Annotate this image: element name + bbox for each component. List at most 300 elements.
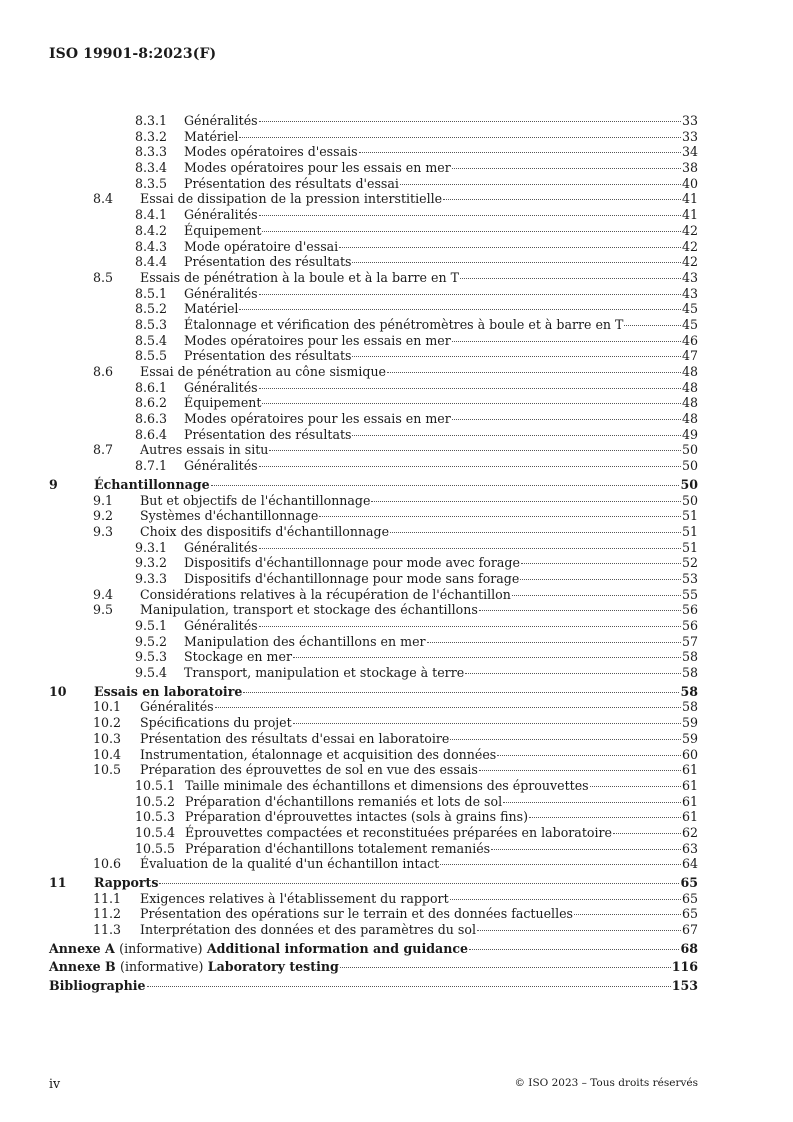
toc-entry-line — [184, 458, 698, 474]
dot-leader — [319, 516, 681, 517]
toc-entry-number: 8.3.2 — [135, 128, 168, 144]
dot-leader — [574, 914, 681, 915]
toc-entry-title: Équipement — [184, 395, 262, 411]
dot-leader — [262, 231, 680, 232]
toc-entry-title: Laboratory testing — [207, 959, 339, 975]
toc-entry-number: 10 — [49, 683, 67, 699]
toc-entry-line — [184, 427, 698, 443]
toc-entry-number: 9.3.1 — [135, 539, 168, 555]
toc-entry-title: Modes opératoires pour les essais en mer — [184, 332, 451, 348]
toc-entry-page: 60 — [681, 746, 698, 762]
toc-entry[interactable] — [49, 762, 698, 778]
dot-leader — [479, 770, 681, 771]
toc-entry-number: 8.4.1 — [135, 207, 168, 223]
toc-entry[interactable] — [49, 508, 698, 524]
dot-leader — [211, 485, 680, 486]
toc-entry-line — [184, 411, 698, 427]
dot-leader — [460, 278, 681, 279]
toc-entry[interactable] — [49, 922, 698, 938]
dot-leader — [293, 657, 681, 658]
dot-leader — [624, 325, 681, 326]
toc-entry[interactable] — [49, 731, 698, 747]
dot-leader — [239, 309, 681, 310]
toc-entry-line — [184, 555, 698, 571]
toc-entry-page: 48 — [681, 379, 698, 395]
toc-entry-title: Essai de pénétration au cône sismique — [140, 364, 387, 379]
toc-entry-page: 59 — [681, 715, 698, 731]
toc-entry-number: 8.5.2 — [135, 301, 168, 317]
dot-leader — [427, 642, 681, 643]
annex-note: (informative) — [120, 959, 204, 975]
toc-entry-line — [184, 176, 698, 192]
toc-entry-page: 53 — [681, 570, 698, 586]
toc-entry[interactable] — [49, 649, 698, 665]
toc-entry-line — [140, 191, 698, 207]
dot-leader — [259, 215, 681, 216]
toc-entry[interactable] — [49, 875, 698, 891]
dot-leader — [477, 930, 681, 931]
toc-entry-number: 9.5 — [93, 602, 114, 618]
dot-leader — [259, 294, 681, 295]
dot-leader — [259, 626, 681, 627]
toc-entry[interactable] — [49, 747, 698, 763]
toc-entry-title: Essais en laboratoire — [94, 683, 243, 699]
toc-entry-title: Modes opératoires d'essais — [184, 144, 358, 160]
toc-entry-line — [140, 856, 698, 872]
toc-entry-line — [140, 922, 698, 938]
toc-entry[interactable] — [49, 239, 698, 255]
toc-entry-title: Additional information and guidance — [206, 940, 469, 956]
toc-entry-page: 58 — [681, 665, 698, 681]
toc-entry-line — [185, 809, 698, 825]
toc-entry-line — [184, 254, 698, 270]
toc-entry-title: Échantillonnage — [94, 476, 210, 492]
toc-entry-title: Rapports — [94, 875, 159, 890]
toc-entry-number: 9.3.3 — [135, 570, 168, 586]
toc-entry-number: 9.5.3 — [135, 649, 168, 665]
toc-entry[interactable] — [49, 317, 698, 333]
toc-entry-line — [184, 239, 698, 255]
toc-entry-number: 10.5.4 — [135, 824, 176, 840]
dot-leader — [450, 899, 681, 900]
toc-entry-number: 8.4.4 — [135, 254, 168, 270]
toc-entry-line — [184, 618, 698, 634]
toc-entry-number: 8.5.1 — [135, 285, 168, 301]
toc-entry-number: 9.1 — [93, 492, 114, 508]
toc-entry-page: 116 — [671, 959, 698, 975]
toc-entry-number: 8.5 — [93, 269, 114, 285]
dot-leader — [159, 883, 679, 884]
toc-entry[interactable] — [49, 941, 698, 957]
toc-entry-line — [184, 665, 698, 681]
toc-entry-number: 8.6.4 — [135, 426, 168, 442]
toc-entry-number: 9.5.2 — [135, 633, 168, 649]
dot-leader — [390, 532, 681, 533]
toc-entry-page: 64 — [681, 856, 698, 872]
toc-entry-title: Préparation d'échantillons remaniés et lots de sol — [185, 793, 503, 809]
page-number: iv — [49, 1076, 61, 1091]
toc-entry[interactable] — [49, 333, 698, 349]
toc-entry-number: 11.3 — [93, 922, 122, 938]
dot-leader — [239, 137, 681, 138]
toc-entry-line — [140, 587, 698, 603]
toc-entry[interactable] — [49, 959, 698, 975]
toc-entry-number: 11 — [49, 875, 67, 890]
toc-entry-number: 9.4 — [93, 586, 114, 602]
dot-leader — [359, 152, 681, 153]
toc-entry[interactable] — [49, 348, 698, 364]
toc-entry-line — [184, 380, 698, 396]
toc-entry[interactable] — [49, 634, 698, 650]
toc-entry-line — [184, 571, 698, 587]
annex-label: Annexe A — [49, 940, 115, 956]
toc-entry-line — [140, 715, 698, 731]
toc-entry-title: Généralités — [184, 113, 258, 128]
toc-entry-page: 56 — [681, 618, 698, 633]
toc-entry-line — [184, 333, 698, 349]
toc-entry-title: Spécifications du projet — [140, 715, 292, 731]
toc-entry-page: 62 — [681, 824, 698, 840]
toc-entry-page: 51 — [681, 539, 698, 555]
toc-entry-title: Préparation d'échantillons totalement remaniés — [185, 840, 491, 856]
dot-leader — [452, 341, 681, 342]
toc-entry-title: Généralités — [184, 458, 258, 474]
toc-entry-line — [140, 762, 698, 778]
toc-entry-number: 8.7 — [93, 442, 114, 458]
toc-entry-line — [140, 270, 698, 286]
toc-entry-title: Considérations relatives à la récupération de l'échantillon — [140, 586, 511, 602]
toc-entry[interactable] — [49, 555, 698, 571]
toc-entry[interactable] — [49, 477, 698, 493]
toc-entry-page: 41 — [681, 191, 698, 207]
toc-entry[interactable] — [49, 395, 698, 411]
toc-entry-title: Bibliographie — [49, 978, 146, 994]
toc-entry[interactable] — [49, 825, 698, 841]
toc-entry-page: 61 — [681, 762, 698, 778]
toc-entry[interactable] — [49, 380, 698, 396]
toc-entry-title: Matériel — [184, 128, 239, 144]
toc-entry-page: 33 — [681, 113, 698, 128]
toc-entry-line — [94, 875, 698, 891]
toc-entry[interactable] — [49, 618, 698, 634]
toc-entry-title: Présentation des résultats d'essai — [184, 175, 399, 191]
table-of-contents — [49, 113, 698, 994]
toc-entry[interactable] — [49, 540, 698, 556]
toc-entry-number: 8.6.1 — [135, 379, 168, 395]
dot-leader — [521, 563, 681, 564]
toc-entry-number: 11.1 — [93, 890, 122, 906]
copyright-notice: © ISO 2023 – Tous droits réservés — [514, 1077, 698, 1089]
toc-entry-page: 51 — [681, 523, 698, 539]
toc-entry-page: 50 — [681, 458, 698, 474]
toc-entry-number: 10.5.1 — [135, 777, 176, 793]
toc-entry-page: 33 — [681, 128, 698, 144]
toc-entry-page: 50 — [681, 442, 698, 458]
toc-entry-line — [94, 477, 698, 493]
toc-entry-title: Généralités — [184, 539, 258, 555]
dot-leader — [259, 121, 681, 122]
toc-entry-line — [184, 129, 698, 145]
toc-entry[interactable] — [49, 364, 698, 380]
toc-entry-number: 8.3.3 — [135, 144, 168, 160]
toc-entry-line — [184, 223, 698, 239]
dot-leader — [443, 199, 681, 200]
dot-leader — [339, 247, 681, 248]
toc-entry-title: Instrumentation, étalonnage et acquisition des données — [140, 746, 497, 762]
toc-entry-line — [140, 731, 698, 747]
toc-entry-line — [140, 524, 698, 540]
annex-note: (informative) — [119, 940, 203, 956]
toc-entry-page: 42 — [681, 254, 698, 270]
toc-entry-number: 8.4.2 — [135, 222, 168, 238]
toc-entry-title: But et objectifs de l'échantillonnage — [140, 492, 371, 508]
toc-entry-page: 42 — [681, 238, 698, 254]
toc-entry-line — [140, 364, 698, 380]
dot-leader — [503, 802, 681, 803]
toc-entry-title: Mode opératoire d'essai — [184, 238, 339, 254]
toc-entry-number: 10.4 — [93, 746, 122, 762]
toc-entry-number: 8.3.4 — [135, 160, 168, 176]
toc-entry-page: 49 — [681, 426, 698, 442]
toc-entry-page: 38 — [681, 160, 698, 176]
dot-leader — [440, 864, 681, 865]
toc-entry-page: 43 — [681, 269, 698, 285]
toc-entry-line — [140, 699, 698, 715]
toc-entry-line — [140, 493, 698, 509]
dot-leader — [479, 610, 681, 611]
toc-entry-line — [184, 113, 698, 129]
toc-entry-number: 8.7.1 — [135, 458, 168, 474]
toc-entry-page: 50 — [680, 476, 698, 492]
toc-entry-page: 65 — [681, 890, 698, 906]
toc-entry[interactable] — [49, 665, 698, 681]
toc-entry-title: Modes opératoires pour les essais en mer — [184, 411, 451, 427]
toc-entry[interactable] — [49, 809, 698, 825]
dot-leader — [520, 579, 681, 580]
toc-entry-line — [184, 649, 698, 665]
toc-entry-page: 48 — [681, 395, 698, 411]
toc-entry[interactable] — [49, 129, 698, 145]
toc-entry-title: Choix des dispositifs d'échantillonnage — [140, 523, 390, 539]
toc-entry-page: 48 — [681, 411, 698, 427]
toc-entry-title: Équipement — [184, 222, 262, 238]
toc-entry-title: Essai de dissipation de la pression interstitielle — [140, 191, 443, 207]
dot-leader — [215, 707, 681, 708]
toc-entry-title: Dispositifs d'échantillonnage pour mode sans forage — [184, 570, 520, 586]
toc-entry[interactable] — [49, 160, 698, 176]
toc-entry-number: 9.2 — [93, 508, 114, 524]
dot-leader — [529, 817, 681, 818]
toc-entry[interactable] — [49, 254, 698, 270]
toc-entry[interactable] — [49, 493, 698, 509]
toc-entry[interactable] — [49, 715, 698, 731]
dot-leader — [469, 949, 679, 950]
toc-entry-page: 45 — [681, 316, 698, 332]
toc-entry-title: Manipulation des échantillons en mer — [184, 633, 426, 649]
toc-entry-number: 8.5.3 — [135, 316, 168, 332]
document-header: ISO 19901-8:2023(F) — [49, 46, 217, 62]
toc-entry-page: 45 — [681, 301, 698, 317]
toc-entry[interactable] — [49, 978, 698, 994]
toc-entry-line — [185, 825, 698, 841]
dot-leader — [371, 501, 681, 502]
annex-label: Annexe B — [49, 959, 116, 975]
toc-entry-line — [184, 540, 698, 556]
toc-entry-page: 63 — [681, 840, 698, 856]
toc-entry[interactable] — [49, 270, 698, 286]
dot-leader — [262, 403, 680, 404]
toc-entry-title: Interprétation des données et des paramètres du sol — [140, 922, 476, 938]
toc-entry-page: 46 — [681, 332, 698, 348]
dot-leader — [387, 372, 681, 373]
toc-entry-title: Éprouvettes compactées et reconstituées préparées en laboratoire — [185, 824, 612, 840]
toc-entry-page: 68 — [680, 940, 698, 956]
toc-entry-number: 10.5.3 — [135, 809, 176, 825]
toc-entry-title: Matériel — [184, 301, 239, 317]
toc-entry-page: 41 — [681, 207, 698, 223]
toc-entry[interactable] — [49, 191, 698, 207]
toc-entry[interactable] — [49, 113, 698, 129]
toc-entry[interactable] — [49, 571, 698, 587]
dot-leader — [340, 967, 671, 968]
toc-entry-line — [49, 959, 698, 975]
toc-entry[interactable] — [49, 427, 698, 443]
dot-leader — [243, 692, 679, 693]
toc-entry[interactable] — [49, 587, 698, 603]
dot-leader — [259, 466, 681, 467]
toc-entry-page: 43 — [681, 285, 698, 301]
toc-entry-title: Généralités — [184, 379, 258, 395]
toc-entry-number: 8.6.3 — [135, 411, 168, 427]
toc-entry-number: 10.1 — [93, 699, 122, 715]
toc-entry[interactable] — [49, 794, 698, 810]
toc-entry-line — [49, 941, 698, 957]
toc-entry-line — [140, 602, 698, 618]
toc-entry-number: 8.3.1 — [135, 113, 168, 128]
toc-entry-line — [140, 747, 698, 763]
toc-entry-number: 10.5.2 — [135, 793, 176, 809]
toc-entry-number: 10.5.5 — [135, 840, 176, 856]
dot-leader — [352, 262, 680, 263]
toc-entry-title: Exigences relatives à l'établissement du rapport — [140, 890, 449, 906]
toc-entry-page: 61 — [681, 777, 698, 793]
toc-entry-title: Préparation d'éprouvettes intactes (sols à grains fins) — [185, 809, 528, 825]
toc-entry-page: 47 — [681, 348, 698, 364]
toc-entry-line — [140, 906, 698, 922]
dot-leader — [497, 755, 681, 756]
toc-entry-line — [184, 317, 698, 333]
toc-entry-title: Autres essais in situ — [140, 442, 269, 458]
toc-entry[interactable] — [49, 144, 698, 160]
toc-entry-number: 8.6.2 — [135, 395, 168, 411]
toc-entry-line — [184, 207, 698, 223]
dot-leader — [590, 786, 681, 787]
toc-entry-title: Présentation des résultats — [184, 426, 352, 442]
toc-entry-line — [49, 978, 698, 994]
toc-entry-page: 58 — [680, 683, 698, 699]
toc-entry-page: 42 — [681, 222, 698, 238]
toc-entry-title: Taille minimale des échantillons et dimensions des éprouvettes — [185, 777, 589, 793]
toc-entry[interactable] — [49, 891, 698, 907]
toc-entry[interactable] — [49, 906, 698, 922]
toc-entry[interactable] — [49, 442, 698, 458]
toc-entry-title: Stockage en mer — [184, 649, 292, 665]
toc-entry[interactable] — [49, 778, 698, 794]
toc-entry-number: 10.6 — [93, 856, 122, 872]
toc-entry-line — [184, 286, 698, 302]
toc-entry-title: Transport, manipulation et stockage à terre — [184, 665, 465, 681]
toc-entry-page: 51 — [681, 508, 698, 524]
toc-entry[interactable] — [49, 524, 698, 540]
toc-entry-title: Modes opératoires pour les essais en mer — [184, 160, 451, 176]
toc-entry-number: 8.4.3 — [135, 238, 168, 254]
dot-leader — [452, 168, 681, 169]
toc-entry-number: 8.4 — [93, 191, 114, 207]
toc-entry[interactable] — [49, 301, 698, 317]
toc-entry[interactable] — [49, 286, 698, 302]
toc-entry[interactable] — [49, 699, 698, 715]
toc-entry-line — [184, 348, 698, 364]
toc-entry[interactable] — [49, 411, 698, 427]
toc-entry-line — [184, 634, 698, 650]
toc-entry-page: 59 — [681, 730, 698, 746]
toc-entry-title: Présentation des résultats — [184, 254, 352, 270]
toc-entry[interactable] — [49, 458, 698, 474]
toc-entry-number: 10.2 — [93, 715, 122, 731]
dot-leader — [259, 388, 681, 389]
toc-entry-number: 8.3.5 — [135, 175, 168, 191]
toc-entry-number: 9.5.1 — [135, 618, 168, 633]
toc-entry-page: 56 — [681, 602, 698, 618]
toc-entry-page: 67 — [681, 922, 698, 938]
toc-entry[interactable] — [49, 207, 698, 223]
toc-entry-number: 9.5.4 — [135, 665, 168, 681]
toc-entry-line — [185, 794, 698, 810]
toc-entry[interactable] — [49, 176, 698, 192]
toc-entry-title: Systèmes d'échantillonnage — [140, 508, 319, 524]
toc-entry-number: 8.5.5 — [135, 348, 168, 364]
toc-entry[interactable] — [49, 223, 698, 239]
toc-entry-line — [94, 684, 698, 700]
dot-leader — [352, 435, 680, 436]
toc-entry-line — [185, 841, 698, 857]
dot-leader — [147, 986, 671, 987]
toc-entry-title: Essais de pénétration à la boule et à la barre en T — [140, 269, 459, 285]
toc-entry-title: Généralités — [184, 207, 258, 223]
toc-entry-line — [140, 508, 698, 524]
toc-entry-line — [140, 891, 698, 907]
toc-entry-number: 9.3 — [93, 523, 114, 539]
toc-entry-line — [140, 442, 698, 458]
toc-entry-title: Manipulation, transport et stockage des échantillons — [140, 602, 478, 618]
toc-entry-page: 34 — [681, 144, 698, 160]
toc-entry-page: 52 — [681, 555, 698, 571]
toc-entry-page: 48 — [681, 364, 698, 379]
toc-entry[interactable] — [49, 684, 698, 700]
toc-entry-page: 61 — [681, 809, 698, 825]
toc-entry[interactable] — [49, 856, 698, 872]
toc-entry-line — [184, 301, 698, 317]
dot-leader — [452, 419, 681, 420]
toc-entry-title: Étalonnage et vérification des pénétromètres à boule et à barre en T — [184, 316, 624, 332]
dot-leader — [512, 595, 681, 596]
toc-entry-line — [184, 144, 698, 160]
toc-entry-title: Présentation des résultats — [184, 348, 352, 364]
dot-leader — [352, 356, 680, 357]
toc-entry[interactable] — [49, 841, 698, 857]
toc-entry-page: 61 — [681, 793, 698, 809]
toc-entry[interactable] — [49, 602, 698, 618]
